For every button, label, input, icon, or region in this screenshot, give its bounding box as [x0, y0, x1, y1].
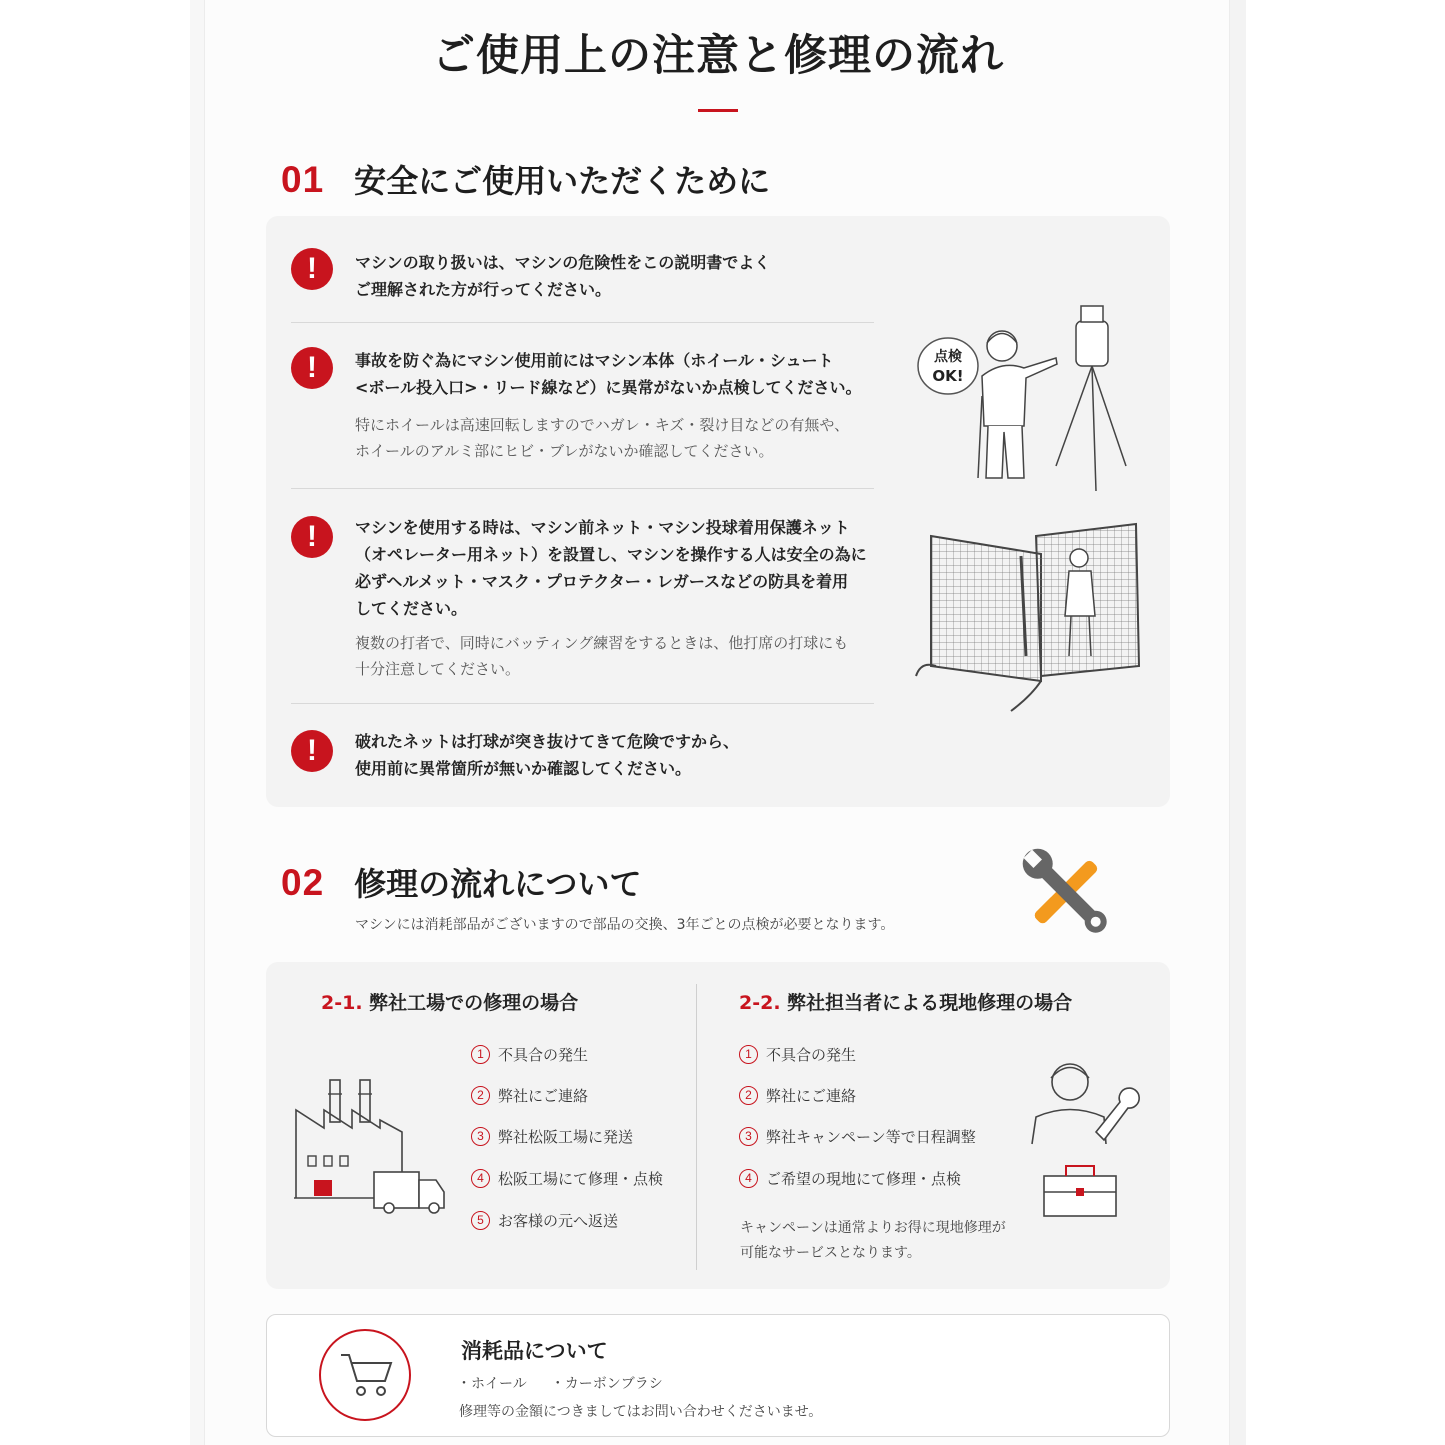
right-scrollbar-area — [1230, 0, 1246, 1445]
speech-bubble-text-2: OK! — [932, 367, 964, 385]
consumables-card — [266, 1314, 1170, 1437]
onsite-repair-title: 2-2. 弊社担当者による現地修理の場合 — [739, 992, 1073, 1014]
page-title: ご使用上の注意と修理の流れ — [432, 31, 1004, 81]
onsite-step: 3 弊社キャンペーン等で日程調整 — [739, 1126, 976, 1147]
section2-heading — [281, 859, 642, 905]
onsite-step: 2 弊社にご連絡 — [739, 1085, 856, 1106]
factory-step: 2 弊社にご連絡 — [471, 1085, 588, 1106]
left-margin — [190, 0, 204, 1445]
section2-number: 02 — [281, 862, 325, 903]
speech-bubble-text-1: 点検 — [934, 349, 962, 365]
factory-step: 1 不具合の発生 — [471, 1044, 588, 1065]
inspector-illustration — [916, 306, 1146, 496]
divider — [291, 322, 874, 323]
factory-icon — [294, 1080, 449, 1210]
consumables-note: 修理等の金額につきましてはお問い合わせくださいませ。 — [459, 1404, 823, 1420]
onsite-note: キャンペーンは通常よりお得に現地修理が 可能なサービスとなります。 — [740, 1220, 1006, 1261]
technician-icon — [1028, 1052, 1138, 1152]
consumables-title: 消耗品について — [461, 1339, 608, 1363]
warning-3-text: マシンを使用する時は、マシン前ネット・マシン投球着用保護ネット （オペレーター用ネット）を設置し、マシンを操作する人は安全の為に 必ずヘルメット・マスク・プロテクター・レガースなどの防具を着用 してください。 — [355, 518, 867, 618]
consumables-list — [457, 1373, 687, 1393]
exclamation-icon: ! — [291, 730, 333, 772]
safety-net-illustration — [911, 516, 1146, 716]
warning-2-note: 特にホイールは高速回転しますのでハガレ・キズ・裂け目などの有無や、 ホイールのアルミ部にヒビ・ブレがないか確認してください。 — [355, 416, 850, 460]
title-underline — [698, 109, 738, 112]
factory-step: 5 お客様の元へ返送 — [471, 1210, 618, 1231]
warning-3-note: 複数の打者で、同時にバッティング練習をするときは、他打席の打球にも 十分注意してください。 — [355, 634, 849, 678]
onsite-step: 1 不具合の発生 — [739, 1044, 856, 1065]
section1-heading — [281, 156, 770, 202]
section2-description: マシンには消耗部品がございますので部品の交換、3年ごとの点検が必要となります。 — [355, 917, 895, 933]
factory-step: 4 松阪工場にて修理・点検 — [471, 1168, 663, 1189]
section1-number: 01 — [281, 159, 325, 200]
factory-step: 3 弊社松阪工場に発送 — [471, 1126, 633, 1147]
column-divider — [696, 984, 697, 1270]
factory-repair-title: 2-1. 弊社工場での修理の場合 — [321, 992, 579, 1014]
warning-4-text: 破れたネットは打球が突き抜けてきて危険ですから、 使用前に異常箇所が無いか確認してください。 — [355, 732, 740, 778]
wrench-icon — [1011, 842, 1121, 942]
warning-1-text: マシンの取り扱いは、マシンの危険性をこの説明書でよく ご理解された方が行ってください。 — [355, 253, 771, 299]
safety-card — [266, 216, 1170, 807]
section2-title: 修理の流れについて — [354, 865, 642, 903]
document-page — [204, 0, 1230, 1445]
exclamation-icon: ! — [291, 347, 333, 389]
consumable-item: ・カーボンブラシ — [550, 1376, 663, 1392]
exclamation-icon: ! — [291, 248, 333, 290]
toolbox-icon — [1042, 1162, 1122, 1222]
warning-2-text: 事故を防ぐ為にマシン使用前にはマシン本体（ホイール・シュート <ボール投入口>・リード線など）に異常がないか点検してください。 — [355, 351, 862, 397]
exclamation-icon: ! — [291, 516, 333, 558]
section1-title: 安全にご使用いただくために — [354, 162, 771, 200]
cart-icon — [339, 1351, 394, 1401]
divider — [291, 488, 874, 489]
repair-flow-card — [266, 962, 1170, 1289]
onsite-step: 4 ご希望の現地にて修理・点検 — [739, 1168, 961, 1189]
divider — [291, 703, 874, 704]
consumable-item: ・ホイール — [457, 1376, 527, 1392]
